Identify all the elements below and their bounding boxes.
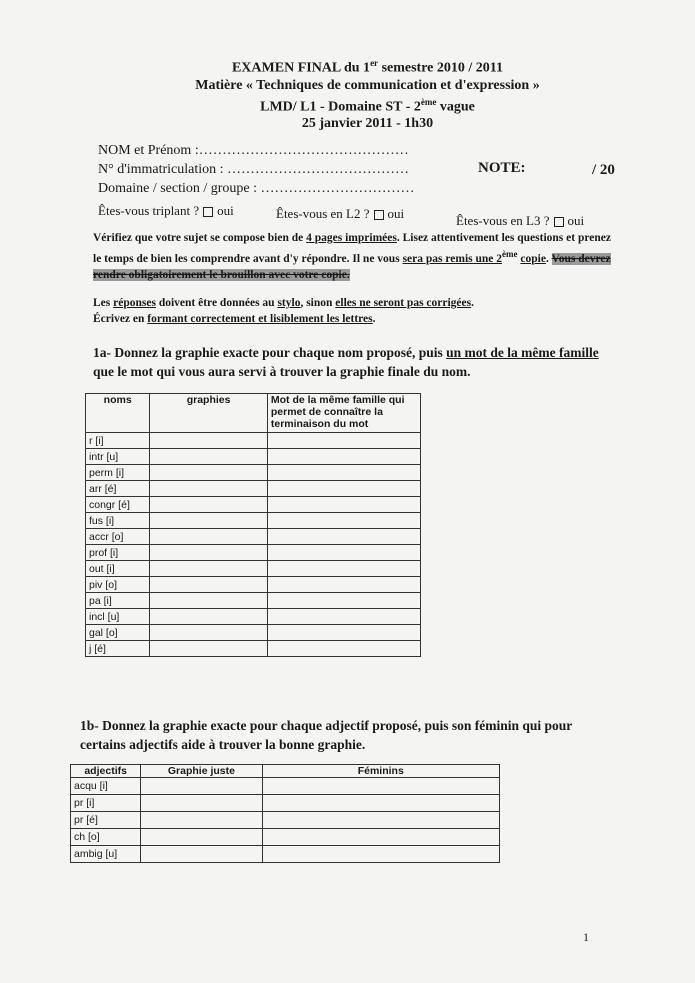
- answer-cell[interactable]: [150, 641, 268, 657]
- instr-text: doivent être données au: [155, 297, 278, 309]
- answer-cell[interactable]: [141, 812, 262, 829]
- l2-checkbox[interactable]: [374, 210, 384, 220]
- adjective-row: [71, 795, 500, 812]
- nouns-table-body: [86, 433, 421, 657]
- answer-cell[interactable]: [150, 449, 268, 465]
- answer-cell[interactable]: [150, 481, 268, 497]
- word-cell: acqu [i]: [71, 778, 141, 795]
- answer-cell[interactable]: [262, 795, 499, 812]
- col-graphies: graphies: [150, 394, 268, 433]
- answer-cell[interactable]: [150, 545, 268, 561]
- word-cell: intr [u]: [86, 449, 150, 465]
- triplant-oui: oui: [217, 203, 234, 218]
- col-famille: Mot de la même famille qui permet de connaître la terminaison du mot: [267, 394, 420, 433]
- word-cell: pr [é]: [71, 812, 141, 829]
- instr-text: . Lisez attentivement les questions et prenez le temps de bien les comprendre avant d'y répondre. Il ne vous: [93, 232, 611, 265]
- answer-cell[interactable]: [267, 577, 420, 593]
- answer-cell[interactable]: [267, 641, 420, 657]
- noun-row: [86, 641, 421, 657]
- noun-row: [86, 625, 421, 641]
- answer-cell[interactable]: [150, 609, 268, 625]
- answer-cell[interactable]: [267, 433, 420, 449]
- adjectives-table: [70, 764, 500, 863]
- instr-text: , sinon: [300, 297, 336, 309]
- word-cell: fus [i]: [86, 513, 150, 529]
- domain-field[interactable]: Domaine / section / groupe : ……………………………: [98, 181, 415, 196]
- instr-text: .: [471, 297, 474, 309]
- name-field[interactable]: NOM et Prénom :………………………………………: [98, 143, 409, 158]
- level-line: [40, 94, 695, 116]
- answer-cell[interactable]: [150, 513, 268, 529]
- instr-sup: ème: [502, 249, 518, 259]
- answer-cell[interactable]: [262, 829, 499, 846]
- word-cell: ch [o]: [71, 829, 141, 846]
- answer-cell[interactable]: [150, 529, 268, 545]
- col-adjectifs: adjectifs: [71, 765, 141, 778]
- nouns-table-header: [86, 394, 421, 433]
- question-1b: 1b- Donnez la graphie exacte pour chaque adjectif proposé, puis son féminin qui pour certains adjectifs aide à trouver la bonne graphie.: [80, 718, 573, 752]
- instr-corrigees: elles ne seront pas corrigées: [335, 297, 472, 309]
- instr-text: .: [372, 313, 376, 325]
- word-cell: r [i]: [86, 433, 150, 449]
- answer-cell[interactable]: [267, 513, 420, 529]
- noun-row: [86, 577, 421, 593]
- col-feminins: Féminins: [262, 765, 499, 778]
- q1a-text: que le mot qui vous aura servi à trouver la graphie finale du nom.: [93, 364, 471, 379]
- instr-lettres: formant correctement et lisiblement les lettres: [147, 313, 373, 325]
- date-line: 25 janvier 2011 - 1h30: [301, 116, 434, 132]
- instr-copie: copie: [520, 252, 546, 265]
- title-end: semestre 2010 / 2011: [378, 60, 504, 76]
- word-cell: piv [o]: [86, 577, 150, 593]
- answer-cell[interactable]: [150, 593, 268, 609]
- answer-cell[interactable]: [150, 465, 268, 481]
- adjective-row: [71, 846, 500, 863]
- answer-cell[interactable]: [267, 545, 420, 561]
- word-cell: congr [é]: [86, 497, 150, 513]
- noun-row: [86, 497, 421, 513]
- noun-row: [86, 561, 421, 577]
- answer-cell[interactable]: [267, 449, 420, 465]
- word-cell: incl [u]: [86, 609, 150, 625]
- word-cell: j [é]: [86, 641, 150, 657]
- word-cell: out [i]: [86, 561, 150, 577]
- page-number: 1: [583, 930, 589, 944]
- answer-cell[interactable]: [150, 561, 268, 577]
- noun-row: [86, 593, 421, 609]
- exam-title: [40, 55, 695, 77]
- instr-reponses: réponses: [113, 297, 156, 309]
- noun-row: [86, 609, 421, 625]
- answer-cell[interactable]: [267, 529, 420, 545]
- answer-cell[interactable]: [267, 481, 420, 497]
- triplant-label: Êtes-vous triplant ?: [98, 203, 200, 218]
- note-score: / 20: [592, 162, 615, 178]
- l3-checkbox[interactable]: [554, 217, 564, 227]
- instr-text: Les: [93, 297, 114, 309]
- l3-label: Êtes-vous en L3 ?: [456, 213, 550, 228]
- noun-row: [86, 433, 421, 449]
- word-cell: prof [i]: [86, 545, 150, 561]
- l2-question: [276, 206, 404, 222]
- answer-cell[interactable]: [150, 577, 268, 593]
- instr-highlight: Vous devrez rendre obligatoirement le brouillon avec votre copie.: [93, 252, 611, 281]
- subject-line: Matière « Techniques de communication et d'expression »: [195, 77, 540, 93]
- instr-text: Écrivez en: [93, 313, 148, 325]
- noun-row: [86, 481, 421, 497]
- answer-cell[interactable]: [267, 625, 420, 641]
- title-sup: er: [370, 58, 379, 68]
- word-cell: pr [i]: [71, 795, 141, 812]
- question-1a: [93, 343, 613, 381]
- nouns-table: [85, 393, 421, 657]
- answer-cell[interactable]: [267, 593, 420, 609]
- answer-cell[interactable]: [262, 778, 499, 795]
- answer-cell[interactable]: [267, 609, 420, 625]
- instr-copy: sera pas remis une 2: [402, 252, 503, 265]
- l2-label: Êtes-vous en L2 ?: [276, 206, 370, 221]
- title-text: EXAMEN FINAL du 1: [231, 60, 371, 76]
- adjective-row: [71, 829, 500, 846]
- note-label: NOTE:: [478, 160, 526, 176]
- answer-cell[interactable]: [150, 497, 268, 513]
- noun-row: [86, 449, 421, 465]
- l3-question: [456, 213, 584, 229]
- word-cell: accr [o]: [86, 529, 150, 545]
- adjectives-table-header: [71, 765, 500, 778]
- instr-stylo: stylo: [277, 297, 301, 309]
- exam-header: [0, 55, 695, 132]
- instr-text: Vérifiez que votre sujet se compose bien de: [93, 232, 307, 244]
- answer-cell[interactable]: [267, 497, 420, 513]
- q1a-text: 1a- Donnez la graphie exacte pour chaque nom proposé, puis: [93, 345, 447, 360]
- triplant-question: [98, 203, 234, 219]
- answer-cell[interactable]: [141, 829, 262, 846]
- q1a-underline: un mot de la même famille: [446, 345, 599, 360]
- l2-oui: oui: [387, 206, 405, 221]
- word-cell: gal [o]: [86, 625, 150, 641]
- level-text: LMD/ L1 - Domaine ST - 2: [260, 99, 421, 115]
- l3-oui: oui: [567, 213, 585, 228]
- matricule-field[interactable]: N° d'immatriculation : …………………………………: [98, 162, 410, 177]
- noun-row: [86, 513, 421, 529]
- answer-cell[interactable]: [141, 778, 262, 795]
- word-cell: arr [é]: [86, 481, 150, 497]
- triplant-checkbox[interactable]: [203, 207, 213, 217]
- level-sup: ème: [420, 96, 437, 107]
- instr-text: .: [545, 252, 552, 265]
- word-cell: ambig [u]: [71, 846, 141, 863]
- instructions-paragraph: [93, 230, 613, 283]
- answer-cell[interactable]: [267, 561, 420, 577]
- instructions-pen: [93, 295, 613, 311]
- answer-cell[interactable]: [141, 846, 262, 863]
- answer-cell[interactable]: [150, 433, 268, 449]
- noun-row: [86, 465, 421, 481]
- answer-cell[interactable]: [262, 812, 499, 829]
- answer-cell[interactable]: [141, 795, 262, 812]
- adjective-row: [71, 778, 500, 795]
- adjectives-table-body: [71, 778, 500, 863]
- noun-row: [86, 529, 421, 545]
- answer-cell[interactable]: [267, 465, 420, 481]
- adjective-row: [71, 812, 500, 829]
- instructions-writing: [93, 311, 613, 327]
- answer-cell[interactable]: [262, 846, 499, 863]
- col-noms: noms: [86, 394, 150, 433]
- level-end: vague: [436, 99, 475, 115]
- noun-row: [86, 545, 421, 561]
- word-cell: pa [i]: [86, 593, 150, 609]
- word-cell: perm [i]: [86, 465, 150, 481]
- col-graphie-juste: Graphie juste: [141, 765, 262, 778]
- instr-pages: 4 pages imprimées: [306, 232, 397, 244]
- answer-cell[interactable]: [150, 625, 268, 641]
